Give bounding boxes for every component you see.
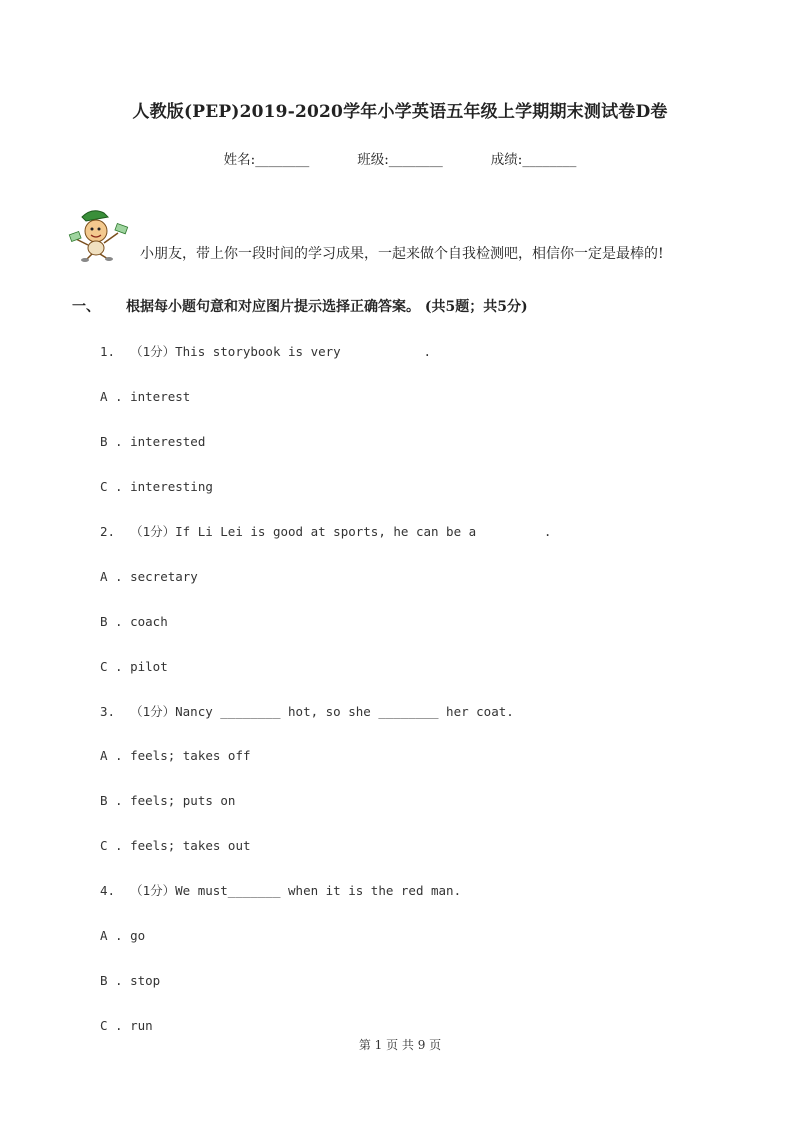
class-field	[357, 148, 443, 168]
question-stem: 3. （1分）Nancy ________ hot, so she ________ her coat.	[100, 704, 514, 719]
question-option: A . secretary	[100, 569, 198, 584]
mascot-icon	[68, 207, 132, 263]
question-option: C . interesting	[100, 479, 213, 494]
question-option: C . run	[100, 1018, 153, 1033]
score-blank: ________	[522, 152, 577, 168]
student-info-row	[0, 148, 800, 168]
question-option: C . pilot	[100, 659, 168, 674]
question-option: A . feels; takes off	[100, 748, 251, 763]
question-option: B . interested	[100, 434, 206, 449]
name-field	[224, 148, 310, 168]
section-title: 根据每小题句意和对应图片提示选择正确答案。 (共5题；共5分)	[126, 299, 528, 315]
question-option: A . go	[100, 928, 146, 943]
intro-greeting: 小朋友，带上你一段时间的学习成果，一起来做个自我检测吧，相信你一定是最棒的!	[140, 246, 664, 262]
class-blank: ________	[388, 152, 443, 168]
class-label: 班级:	[357, 152, 389, 168]
page-footer: 第 1 页 共 9 页	[358, 1038, 442, 1052]
question-option: B . feels; puts on	[100, 793, 236, 808]
question-stem: 1. （1分）This storybook is very .	[100, 344, 431, 359]
question-option: C . feels; takes out	[100, 838, 251, 853]
name-blank: ________	[255, 152, 310, 168]
page-title: 人教版(PEP)2019-2020学年小学英语五年级上学期期末测试卷D卷	[132, 102, 668, 122]
section-number: 一、	[72, 299, 100, 315]
question-option: B . stop	[100, 973, 161, 988]
question-stem: 2. （1分）If Li Lei is good at sports, he can be a .	[100, 524, 552, 539]
section-heading	[72, 296, 528, 316]
question-option: A . interest	[100, 389, 191, 404]
name-label: 姓名:	[223, 152, 256, 168]
question-stem: 4. （1分）We must_______ when it is the red man.	[100, 883, 462, 898]
question-option: B . coach	[100, 614, 168, 629]
score-label: 成绩:	[490, 152, 523, 168]
score-field	[491, 148, 577, 168]
